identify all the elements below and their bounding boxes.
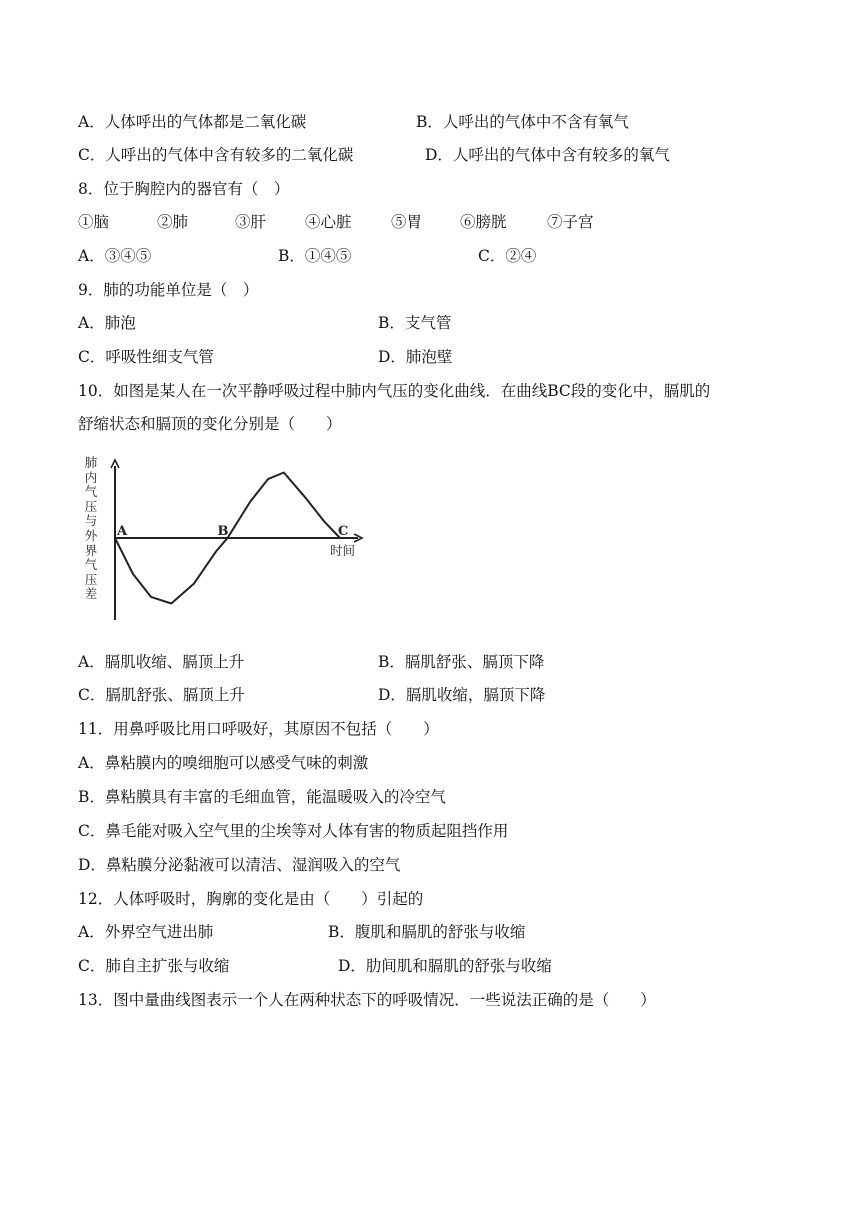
q11-option-c: C．鼻毛能对吸入空气里的尘埃等对人体有害的物质起阻挡作用 bbox=[78, 822, 509, 840]
q7-option-a: A．人体呼出的气体都是二氧化碳 bbox=[78, 113, 307, 131]
q12-stem: 12．人体呼吸时，胸廓的变化是由（ ）引起的 bbox=[78, 890, 424, 908]
q8-organ-6: ⑥膀胱 bbox=[460, 213, 507, 231]
q12-option-a: A．外界空气进出肺 bbox=[78, 923, 214, 941]
q9-option-a: A．肺泡 bbox=[78, 314, 136, 332]
q8-organ-7: ⑦子宫 bbox=[547, 213, 594, 231]
q7-option-b: B．人呼出的气体中不含有氧气 bbox=[416, 113, 629, 131]
q10-option-a: A．膈肌收缩、膈顶上升 bbox=[78, 653, 245, 671]
q8-organ-1: ①脑 bbox=[78, 213, 110, 231]
q11-stem: 11．用鼻呼吸比用口呼吸好，其原因不包括（ ） bbox=[78, 720, 439, 738]
q8-option-c: C．②④ bbox=[478, 247, 537, 265]
q9-option-b: B．支气管 bbox=[378, 314, 452, 332]
q10-stem-line2: 舒缩状态和膈顶的变化分别是（ ） bbox=[78, 415, 342, 433]
q12-option-b: B．腹肌和膈肌的舒张与收缩 bbox=[328, 923, 526, 941]
q9-option-d: D．肺泡壁 bbox=[378, 348, 453, 366]
q8-option-b: B．①④⑤ bbox=[278, 247, 352, 265]
q10-stem-line1: 10．如图是某人在一次平静呼吸过程中肺内气压的变化曲线．在曲线BC段的变化中，膈肌的 bbox=[78, 382, 711, 400]
q8-stem: 8．位于胸腔内的器官有（ ） bbox=[78, 180, 290, 198]
q11-option-b: B．鼻粘膜具有丰富的毛细血管，能温暖吸入的冷空气 bbox=[78, 788, 446, 806]
pressure-chart bbox=[82, 452, 372, 627]
q12-option-d: D．肋间肌和膈肌的舒张与收缩 bbox=[338, 957, 552, 975]
q11-option-d: D．鼻粘膜分泌黏液可以清洁、湿润吸入的空气 bbox=[78, 856, 401, 874]
q7-option-d: D．人呼出的气体中含有较多的氧气 bbox=[425, 146, 670, 164]
q10-option-d: D．膈肌收缩，膈顶下降 bbox=[378, 686, 546, 704]
chart-x-label: 时间 bbox=[330, 543, 356, 558]
pressure-chart-svg bbox=[82, 452, 372, 627]
chart-y-label: 肺内气压与外界气压差 bbox=[84, 455, 98, 602]
point-label-a: A bbox=[117, 524, 128, 539]
point-label-c: C bbox=[338, 524, 349, 539]
q8-organ-4: ④心脏 bbox=[305, 213, 352, 231]
q13-stem: 13．图中量曲线图表示一个人在两种状态下的呼吸情况．一些说法正确的是（ ） bbox=[78, 991, 656, 1009]
q11-option-a: A．鼻粘膜内的嗅细胞可以感受气味的刺激 bbox=[78, 754, 369, 772]
q8-organ-2: ②肺 bbox=[157, 213, 189, 231]
point-label-b: B bbox=[217, 524, 229, 539]
q10-option-c: C．膈肌舒张、膈顶上升 bbox=[78, 686, 245, 704]
q8-organ-3: ③肝 bbox=[235, 213, 267, 231]
q7-option-c: C．人呼出的气体中含有较多的二氧化碳 bbox=[78, 146, 354, 164]
q9-stem: 9．肺的功能单位是（ ） bbox=[78, 281, 259, 299]
q8-option-a: A．③④⑤ bbox=[78, 247, 152, 265]
q8-organ-5: ⑤胃 bbox=[391, 213, 423, 231]
q12-option-c: C．肺自主扩张与收缩 bbox=[78, 957, 230, 975]
q10-option-b: B．膈肌舒张、膈顶下降 bbox=[378, 653, 545, 671]
q9-option-c: C．呼吸性细支气管 bbox=[78, 348, 214, 366]
